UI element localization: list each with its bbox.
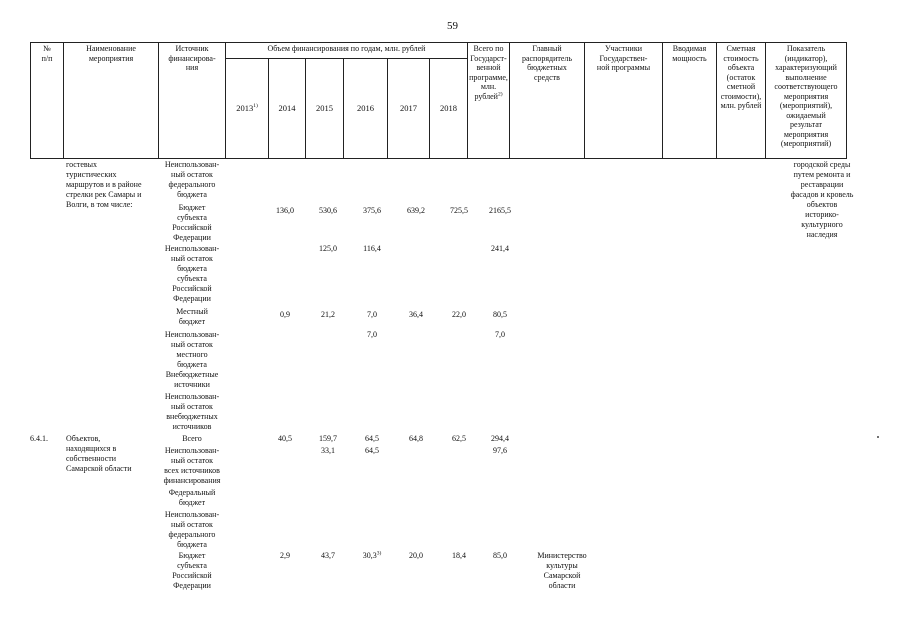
funding-source: Бюджет субъекта Российской Федерации [172,551,212,590]
funding-source: Неиспользован- ный остаток бюджета субъекта Российской Федерации [164,244,220,303]
funding-source: Всего [182,434,202,443]
header-year-2017: 2017 [388,59,430,159]
value-v2015: 43,7 [321,551,335,560]
header-year-2015: 2015 [306,59,344,159]
header-capacity: Вводимая мощность [663,43,717,159]
header-year-2013: 2013$^{1)}$ [226,59,269,159]
value-v2016: 30,3$^{3)}$ [362,550,382,560]
funding-source: Неиспользован- ный остаток федерального бюджета [164,160,220,199]
value-total: 294,4 [491,434,509,443]
value-v2016: 375,6 [363,206,381,215]
header-source: Источник финансирова- ния [159,43,226,159]
value-v2015: 530,6 [319,206,337,215]
value-v2017: 20,0 [409,551,423,560]
value-total: 7,0 [495,330,505,339]
header-participants: Участники Государствен- ной программы [585,43,663,159]
measure-name: гостевых туристических маршрутов и в районе стрелки рек Самары и Волги, в том числе: [66,160,142,209]
value-v2015: 159,7 [319,434,337,443]
table-header [30,42,847,159]
value-total: 80,5 [493,310,507,319]
value-total: 85,0 [493,551,507,560]
page-number: 59 [447,20,458,32]
budget-manager: Министерство культуры Самарской области [537,551,587,590]
value-v2014: 40,5 [278,434,292,443]
funding-source: Федеральный бюджет [168,488,216,507]
funding-source: Неиспользован- ный остаток всех источников финансирования [163,446,221,485]
header-manager: Главный распорядитель бюджетных средств [510,43,585,159]
value-total: 97,6 [493,446,507,455]
value-v2016: 7,0 [367,310,377,319]
value-total: 2165,5 [489,206,511,215]
funding-source: Местный бюджет [176,307,208,326]
value-v2017: 639,2 [407,206,425,215]
value-v2017: 64,8 [409,434,423,443]
value-v2018: 18,4 [452,551,466,560]
header-indicator: Показатель (индикатор), характеризующий выполнение соответствующего мероприятия (мероприятий), ожидаемый результат мероприятия (мероприятий) [766,43,847,159]
value-total: 241,4 [491,244,509,253]
value-v2015: 21,2 [321,310,335,319]
value-v2014: 136,0 [276,206,294,215]
value-v2014: 2,9 [280,551,290,560]
header-name: Наименование мероприятия [64,43,159,159]
value-v2015: 33,1 [321,446,335,455]
value-v2015: 125,0 [319,244,337,253]
value-v2018: 62,5 [452,434,466,443]
value-v2018: 22,0 [452,310,466,319]
value-v2018: 725,5 [450,206,468,215]
header-total: Всего по Государст- венной программе, млн. рублей$^{2)}$ [468,43,510,159]
value-v2016: 64,5 [365,446,379,455]
scan-speck [877,436,879,438]
header-year-2016: 2016 [344,59,388,159]
header-num: № п/п [31,43,64,159]
indicator-text: городской среды путем ремонта и реставрации фасадов и кровель объектов историко- культурного наследия [790,160,854,239]
funding-source: Неиспользован- ный остаток внебюджетных источников [164,392,220,431]
funding-source: Бюджет субъекта Российской Федерации [172,203,212,242]
value-v2017: 36,4 [409,310,423,319]
header-year-2014: 2014 [269,59,306,159]
funding-source: Неиспользован- ный остаток местного бюджета [164,330,220,369]
value-v2016: 116,4 [363,244,381,253]
row-number: 6.4.1. [30,434,48,443]
value-v2016: 64,5 [365,434,379,443]
header-funding: Объем финансирования по годам, млн. рублей [226,43,468,59]
value-v2016: 7,0 [367,330,377,339]
funding-source: Внебюджетные источники [165,370,219,389]
value-v2014: 0,9 [280,310,290,319]
header-year-2018: 2018 [430,59,468,159]
header-estimate: Сметная стоимость объекта (остаток сметной стоимости), млн. рублей [717,43,766,159]
funding-source: Неиспользован- ный остаток федерального бюджета [164,510,220,549]
measure-name: Объектов, находящихся в собственности Самарской области [66,434,132,473]
